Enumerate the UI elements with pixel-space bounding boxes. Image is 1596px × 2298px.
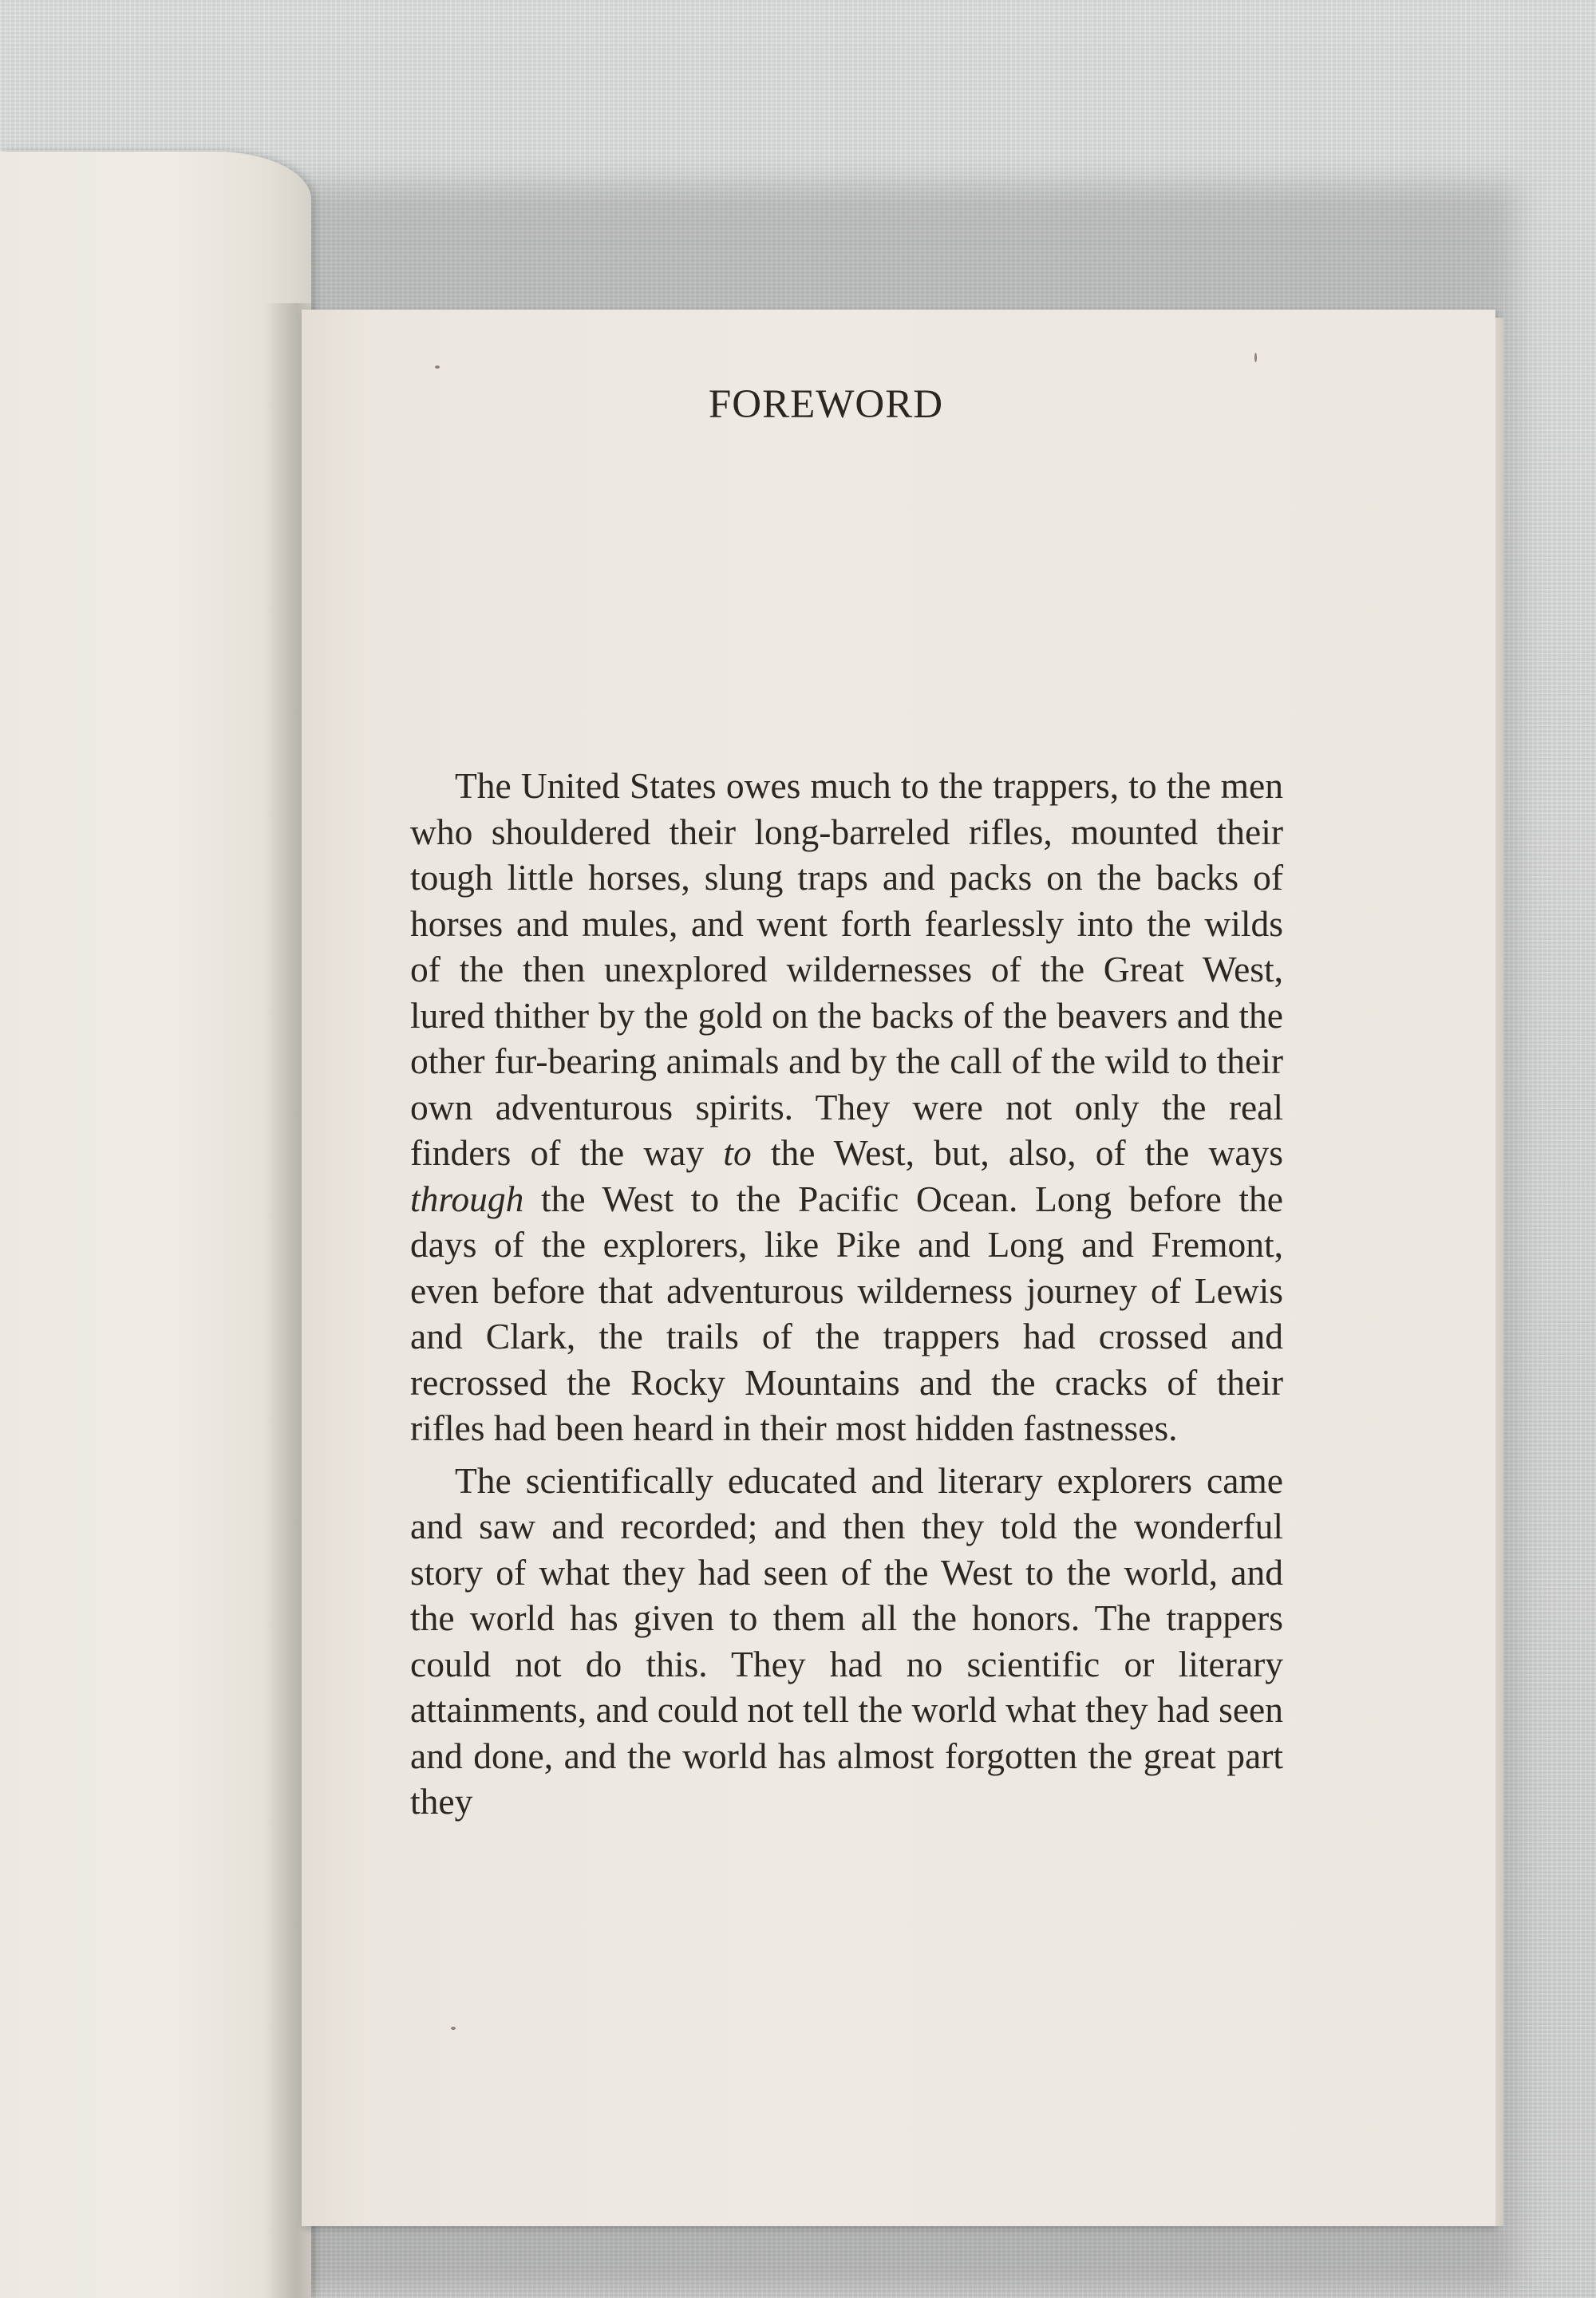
page-edge [1495, 318, 1503, 2226]
paper-speck [435, 365, 440, 369]
paragraph-1: The United States owes much to the trappers, to the men who shouldered their long-barreled rifles, mounted their tough little horses, slung traps and packs on the backs of horses and mules, and went forth fearlessly into the wilds of the then unexplored wildernesses of the Great West, lured thither by the gold on the backs of the beavers and the other fur-bearing animals and by the call of the wild to their own adventurous spirits. They were not only the real finders of the way to the West, but, also, of the ways through the West to the Pacific Ocean. Long before the days of the explorers, like Pike and Long and Fremont, even before that adventurous wilderness journey of Lewis and Clark, the trails of the trappers had crossed and recrossed the Rocky Mountains and the cracks of their rifles had been heard in their most hidden fastnesses. [410, 765, 1284, 1448]
page-heading: FOREWORD [708, 382, 944, 427]
paragraph-2: The scientifically educated and literary explorers came and saw and recorded; and then they told the wonderful story of what they had seen of the West to the world, and the world has given to them all the honors. The trappers could not do this. They had no scientific or literary attainments, and could not tell the world what they had seen and done, and the world has almost forgotten the great part they [410, 1459, 1283, 1822]
italic-to: to [723, 1132, 752, 1173]
body-text [410, 763, 1283, 1825]
italic-through: through [410, 1178, 524, 1219]
paper-speck [451, 2027, 456, 2030]
paper-speck [1254, 353, 1257, 362]
